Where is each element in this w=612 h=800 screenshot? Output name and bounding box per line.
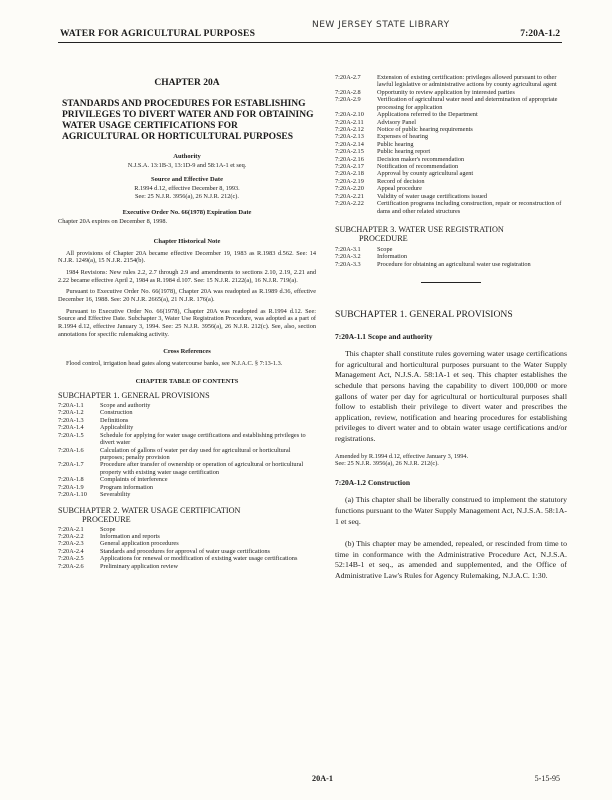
toc-entry-text: Applicability — [100, 424, 134, 432]
running-header-section: 7:20A-1.2 — [520, 28, 560, 39]
toc-entry-number: 7:20A-2.8 — [335, 88, 361, 96]
toc-entry-text: Scope — [377, 246, 393, 254]
toc-entry[interactable] — [335, 185, 567, 192]
toc-entry[interactable] — [58, 447, 316, 462]
toc-entry-number: 7:20A-1.9 — [58, 483, 84, 491]
source-line: See: 25 N.J.R. 3956(a), 26 N.J.R. 212(c). — [135, 192, 239, 200]
amendment-note — [335, 453, 567, 469]
toc-entry-text: Procedure for obtaining an agricultural water use registration — [377, 260, 531, 268]
toc-entry-text: Appeal procedure — [377, 185, 422, 193]
toc-entry-text: Scope and authority — [100, 402, 151, 410]
chapter-title: STANDARDS AND PROCEDURES FOR ESTABLISHING PRIVILEGES TO DIVERT WATER AND FOR OBTAINING WATER USAGE CERTIFICATIONS FOR AGRICULTURAL OR HORTICULTURAL PURPOSES — [62, 98, 314, 143]
toc-entry[interactable] — [335, 178, 567, 185]
toc-entry-text: Procedure after transfer of ownership or operation of agricultural or horticultural property with existing water usage certification — [100, 461, 304, 476]
toc-entry-text: Applications for renewal or modification of existing water usage certifications — [100, 555, 298, 563]
toc-entry[interactable] — [58, 417, 316, 424]
toc-subchapter-1-title: SUBCHAPTER 1. GENERAL PROVISIONS — [58, 391, 210, 400]
right-column — [335, 74, 567, 588]
toc-entry-number: 7:20A-1.8 — [58, 476, 84, 484]
header-rule — [58, 42, 562, 43]
toc-entry-number: 7:20A-2.9 — [335, 96, 361, 104]
toc-entry-number: 7:20A-1.4 — [58, 424, 84, 432]
history-paragraph: 1984 Revisions: New rules 2.2, 2.7 through 2.9 and amendments to sections 2.10, 2.19, 2.21 and 2.22 became effective April 2, 1984 as R.1984 d.107. See: 15 N.J.R. 2122(a), 16 N.J.R. 719(a). — [58, 269, 316, 284]
toc-entry-text: Definitions — [100, 416, 129, 424]
authority-heading: Authority — [173, 153, 201, 161]
authority-text: N.J.S.A. 13:1B-3, 13:1D-9 and 58:1A-1 et seq. — [127, 162, 247, 170]
toc-entry-number: 7:20A-1.1 — [58, 402, 84, 410]
toc-subchapter-2-title-line: PROCEDURE — [82, 514, 131, 524]
toc-entry-text: Complaints of interference — [100, 476, 168, 484]
toc-entry-number: 7:20A-2.13 — [335, 133, 364, 141]
toc-entry[interactable] — [335, 246, 567, 253]
toc-entry-text: Notification of recommendation — [377, 163, 459, 171]
toc-entry-text: Public hearing report — [377, 148, 431, 156]
toc-subchapter-3-title — [335, 225, 567, 243]
toc-entry-text: Approval by county agricultural agent — [377, 170, 474, 178]
toc-entry-number: 7:20A-1.5 — [58, 431, 84, 439]
history-paragraph: Pursuant to Executive Order No. 66(1978), Chapter 20A was readopted as R.1989 d.36, effective December 16, 1988. See: 20 N.J.R. 2665(a), 21 N.J.R. 176(a). — [58, 288, 316, 304]
toc-entry[interactable] — [335, 141, 567, 148]
toc-subchapter-2-list — [58, 526, 316, 571]
toc-entry[interactable] — [335, 96, 567, 111]
toc-subchapter-2-title-line: SUBCHAPTER 2. WATER USAGE CERTIFICATION — [58, 505, 241, 515]
toc-entry-number: 7:20A-3.1 — [335, 246, 361, 254]
toc-entry[interactable] — [335, 111, 567, 118]
toc-entry-text: Certification programs including construction, repair or reconstruction of dams and other related structures — [377, 200, 562, 215]
toc-entry[interactable] — [335, 261, 567, 268]
toc-subchapter-3-list — [335, 246, 567, 268]
toc-entry-text: Expenses of hearing — [377, 133, 429, 141]
toc-entry-text: Validity of water usage certifications issued — [377, 192, 487, 200]
toc-entry[interactable] — [58, 540, 316, 547]
toc-entry-number: 7:20A-2.4 — [58, 547, 84, 555]
section-divider — [421, 282, 481, 283]
toc-entry-number: 7:20A-2.22 — [335, 200, 364, 208]
amendment-line: See: 25 N.J.R. 3956(a), 26 N.J.R. 212(c). — [335, 460, 439, 468]
toc-entry-text: Notice of public hearing requirements — [377, 125, 473, 133]
toc-entry-text: Schedule for applying for water usage certifications and establishing privileges to divert water — [100, 431, 306, 447]
toc-entry-text: Record of decision — [377, 177, 425, 185]
section-body: (a) This chapter shall be liberally construed to implement the statutory functions pursuant to the Water Supply Management Act, N.J.S.A. 58:1A-1 et seq. — [335, 495, 567, 526]
toc-entry[interactable] — [335, 200, 567, 215]
toc-entry-text: Scope — [100, 525, 116, 533]
toc-entry-number: 7:20A-3.3 — [335, 260, 361, 268]
toc-entry[interactable] — [58, 533, 316, 540]
toc-entry[interactable] — [58, 484, 316, 491]
toc-entry-text: Decision maker's recommendation — [377, 155, 465, 163]
section-heading: 7:20A-1.1 Scope and authority — [335, 332, 433, 342]
toc-entry-number: 7:20A-2.5 — [58, 555, 84, 563]
history-paragraph: All provisions of Chapter 20A became effective December 19, 1983 as R.1983 d.562. See: 14 N.J.R. 1249(a), 15 N.J.R. 2154(b). — [58, 249, 316, 265]
left-column — [58, 78, 316, 570]
toc-entry-number: 7:20A-2.12 — [335, 125, 364, 133]
toc-entry-text: Severability — [100, 491, 131, 499]
toc-entry-number: 7:20A-2.20 — [335, 185, 364, 193]
toc-entry-number: 7:20A-2.1 — [58, 525, 84, 533]
toc-entry[interactable] — [58, 476, 316, 483]
page-number: 20A-1 — [312, 774, 333, 783]
expiration-heading: Executive Order No. 66(1978) Expiration Date — [122, 209, 252, 217]
toc-entry[interactable] — [58, 461, 316, 476]
toc-entry-text: Extension of existing certification: privileges allowed pursuant to other lawful legislative or administrative actions by county agricultural agent — [377, 74, 557, 89]
toc-entry-text: Applications referred to the Department — [377, 111, 478, 119]
toc-entry-number: 7:20A-2.14 — [335, 140, 364, 148]
toc-entry-number: 7:20A-2.21 — [335, 192, 364, 200]
toc-entry-text: Construction — [100, 409, 133, 417]
toc-entry-text: Public hearing — [377, 140, 414, 148]
toc-entry-text: General application procedures — [100, 540, 179, 548]
toc-entry-text: Verification of agricultural water need and determination of appropriate processing for application — [377, 96, 558, 111]
toc-subchapter-3-title-line: PROCEDURE — [359, 234, 408, 244]
toc-entry[interactable] — [58, 409, 316, 416]
history-heading: Chapter Historical Note — [153, 237, 221, 245]
amendment-line: Amended by R.1994 d.12, effective January 3, 1994. — [335, 452, 469, 460]
toc-entry-text: Advisory Panel — [377, 118, 417, 126]
toc-subchapter-3-title-line: SUBCHAPTER 3. WATER USE REGISTRATION — [335, 225, 504, 235]
toc-entry-text: Information — [377, 253, 408, 261]
toc-entry[interactable] — [335, 133, 567, 140]
toc-entry[interactable] — [335, 148, 567, 155]
cross-references-heading: Cross References — [163, 348, 211, 356]
supplement-date: 5-15-95 — [534, 774, 560, 783]
toc-entry[interactable] — [335, 253, 567, 260]
toc-subchapter-1-list — [58, 402, 316, 498]
toc-entry[interactable] — [335, 119, 567, 126]
history-paragraph: Pursuant to Executive Order No. 66(1978), Chapter 20A was readopted as R.1994 d.12. See: Source and Effective Date. Subchapter 3, Water Use Registration Procedure, was adopted as a part of R.1994 d.12, effective January 3, 1994. See: 25 N.J.R. 3956(a), 26 N.J.R. 212(c). See, also, section annotations for specific rulemaking activity. — [58, 307, 316, 338]
toc-entry-text: Opportunity to review application by interested parties — [377, 88, 515, 96]
toc-entry[interactable] — [58, 555, 316, 562]
toc-entry[interactable] — [335, 193, 567, 200]
section-body: (b) This chapter may be amended, repealed, or rescinded from time to time in conformance with the Administrative Procedure Act, N.J.S.A. 52:14B-1 et seq., as amended and supplemented, and the Office of Administrative Law's Rules for Agency Rulemaking, N.J.A.C. 1:30. — [335, 539, 567, 580]
toc-entry-number: 7:20A-1.7 — [58, 461, 84, 469]
toc-entry-text: Information and reports — [100, 532, 160, 540]
toc-heading: CHAPTER TABLE OF CONTENTS — [135, 378, 239, 386]
toc-entry[interactable] — [58, 491, 316, 498]
toc-entry-number: 7:20A-2.6 — [58, 562, 84, 570]
toc-entry-number: 7:20A-2.17 — [335, 163, 364, 171]
section-heading: 7:20A-1.2 Construction — [335, 478, 410, 488]
toc-entry[interactable] — [335, 89, 567, 96]
toc-entry-number: 7:20A-1.6 — [58, 446, 84, 454]
toc-entry-number: 7:20A-2.19 — [335, 177, 364, 185]
chapter-label: CHAPTER 20A — [154, 78, 220, 88]
subchapter-1-title: SUBCHAPTER 1. GENERAL PROVISIONS — [335, 309, 513, 321]
toc-subchapter-2-title — [58, 506, 316, 524]
toc-entry-number: 7:20A-1.3 — [58, 416, 84, 424]
library-stamp: NEW JERSEY STATE LIBRARY — [312, 20, 450, 30]
toc-entry[interactable] — [335, 163, 567, 170]
toc-entry-text: Calculation of gallons of water per day used for agricultural or horticultural purposes; penalty provision — [100, 446, 291, 461]
toc-entry-number: 7:20A-1.10 — [58, 491, 87, 499]
toc-entry[interactable] — [58, 424, 316, 431]
toc-entry[interactable] — [58, 548, 316, 555]
toc-entry-number: 7:20A-2.18 — [335, 170, 364, 178]
toc-entry-number: 7:20A-2.7 — [335, 74, 361, 81]
expiration-text: Chapter 20A expires on December 8, 1998. — [58, 218, 168, 226]
section-body: This chapter shall constitute rules governing water usage certifications for agricultural and horticultural purposes pursuant to the Water Supply Management Act, N.J.S.A. 58:1A-1 et seq. This chapter establishes the schedule that persons having the capability to divert 100,000 or more gallons of water per day for agricultural or horticultural purposes shall follow to establish their privilege to divert water and prescribes the application, review, notification and hearing procedures for establishing privileges to divert water and to obtain water usage certifications and/or registrations. — [335, 349, 567, 443]
toc-entry-number: 7:20A-2.3 — [58, 540, 84, 548]
toc-entry[interactable] — [58, 432, 316, 447]
toc-entry[interactable] — [58, 526, 316, 533]
toc-entry[interactable] — [58, 402, 316, 409]
toc-subchapter-2-list-continued — [335, 74, 567, 215]
toc-entry[interactable] — [335, 126, 567, 133]
source-line: R.1994 d.12, effective December 8, 1993. — [134, 184, 240, 192]
toc-entry-number: 7:20A-2.16 — [335, 155, 364, 163]
toc-entry-text: Standards and procedures for approval of water usage certifications — [100, 547, 270, 555]
toc-entry[interactable] — [58, 563, 316, 570]
toc-entry-number: 7:20A-3.2 — [335, 253, 361, 261]
toc-entry-number: 7:20A-1.2 — [58, 409, 84, 417]
toc-entry-number: 7:20A-2.15 — [335, 148, 364, 156]
toc-entry-text: Program information — [100, 483, 153, 491]
running-header-title: WATER FOR AGRICULTURAL PURPOSES — [60, 28, 256, 39]
toc-entry-number: 7:20A-2.10 — [335, 111, 364, 119]
toc-entry[interactable] — [335, 74, 567, 89]
toc-entry[interactable] — [335, 170, 567, 177]
toc-entry-number: 7:20A-2.11 — [335, 118, 364, 126]
toc-entry-text: Preliminary application review — [100, 562, 178, 570]
toc-entry-number: 7:20A-2.2 — [58, 532, 84, 540]
source-heading: Source and Effective Date — [151, 175, 223, 183]
toc-entry[interactable] — [335, 156, 567, 163]
cross-references-text: Flood control, irrigation head gates along watercourse banks, see N.J.A.C. § 7:13-1.3. — [66, 360, 283, 368]
